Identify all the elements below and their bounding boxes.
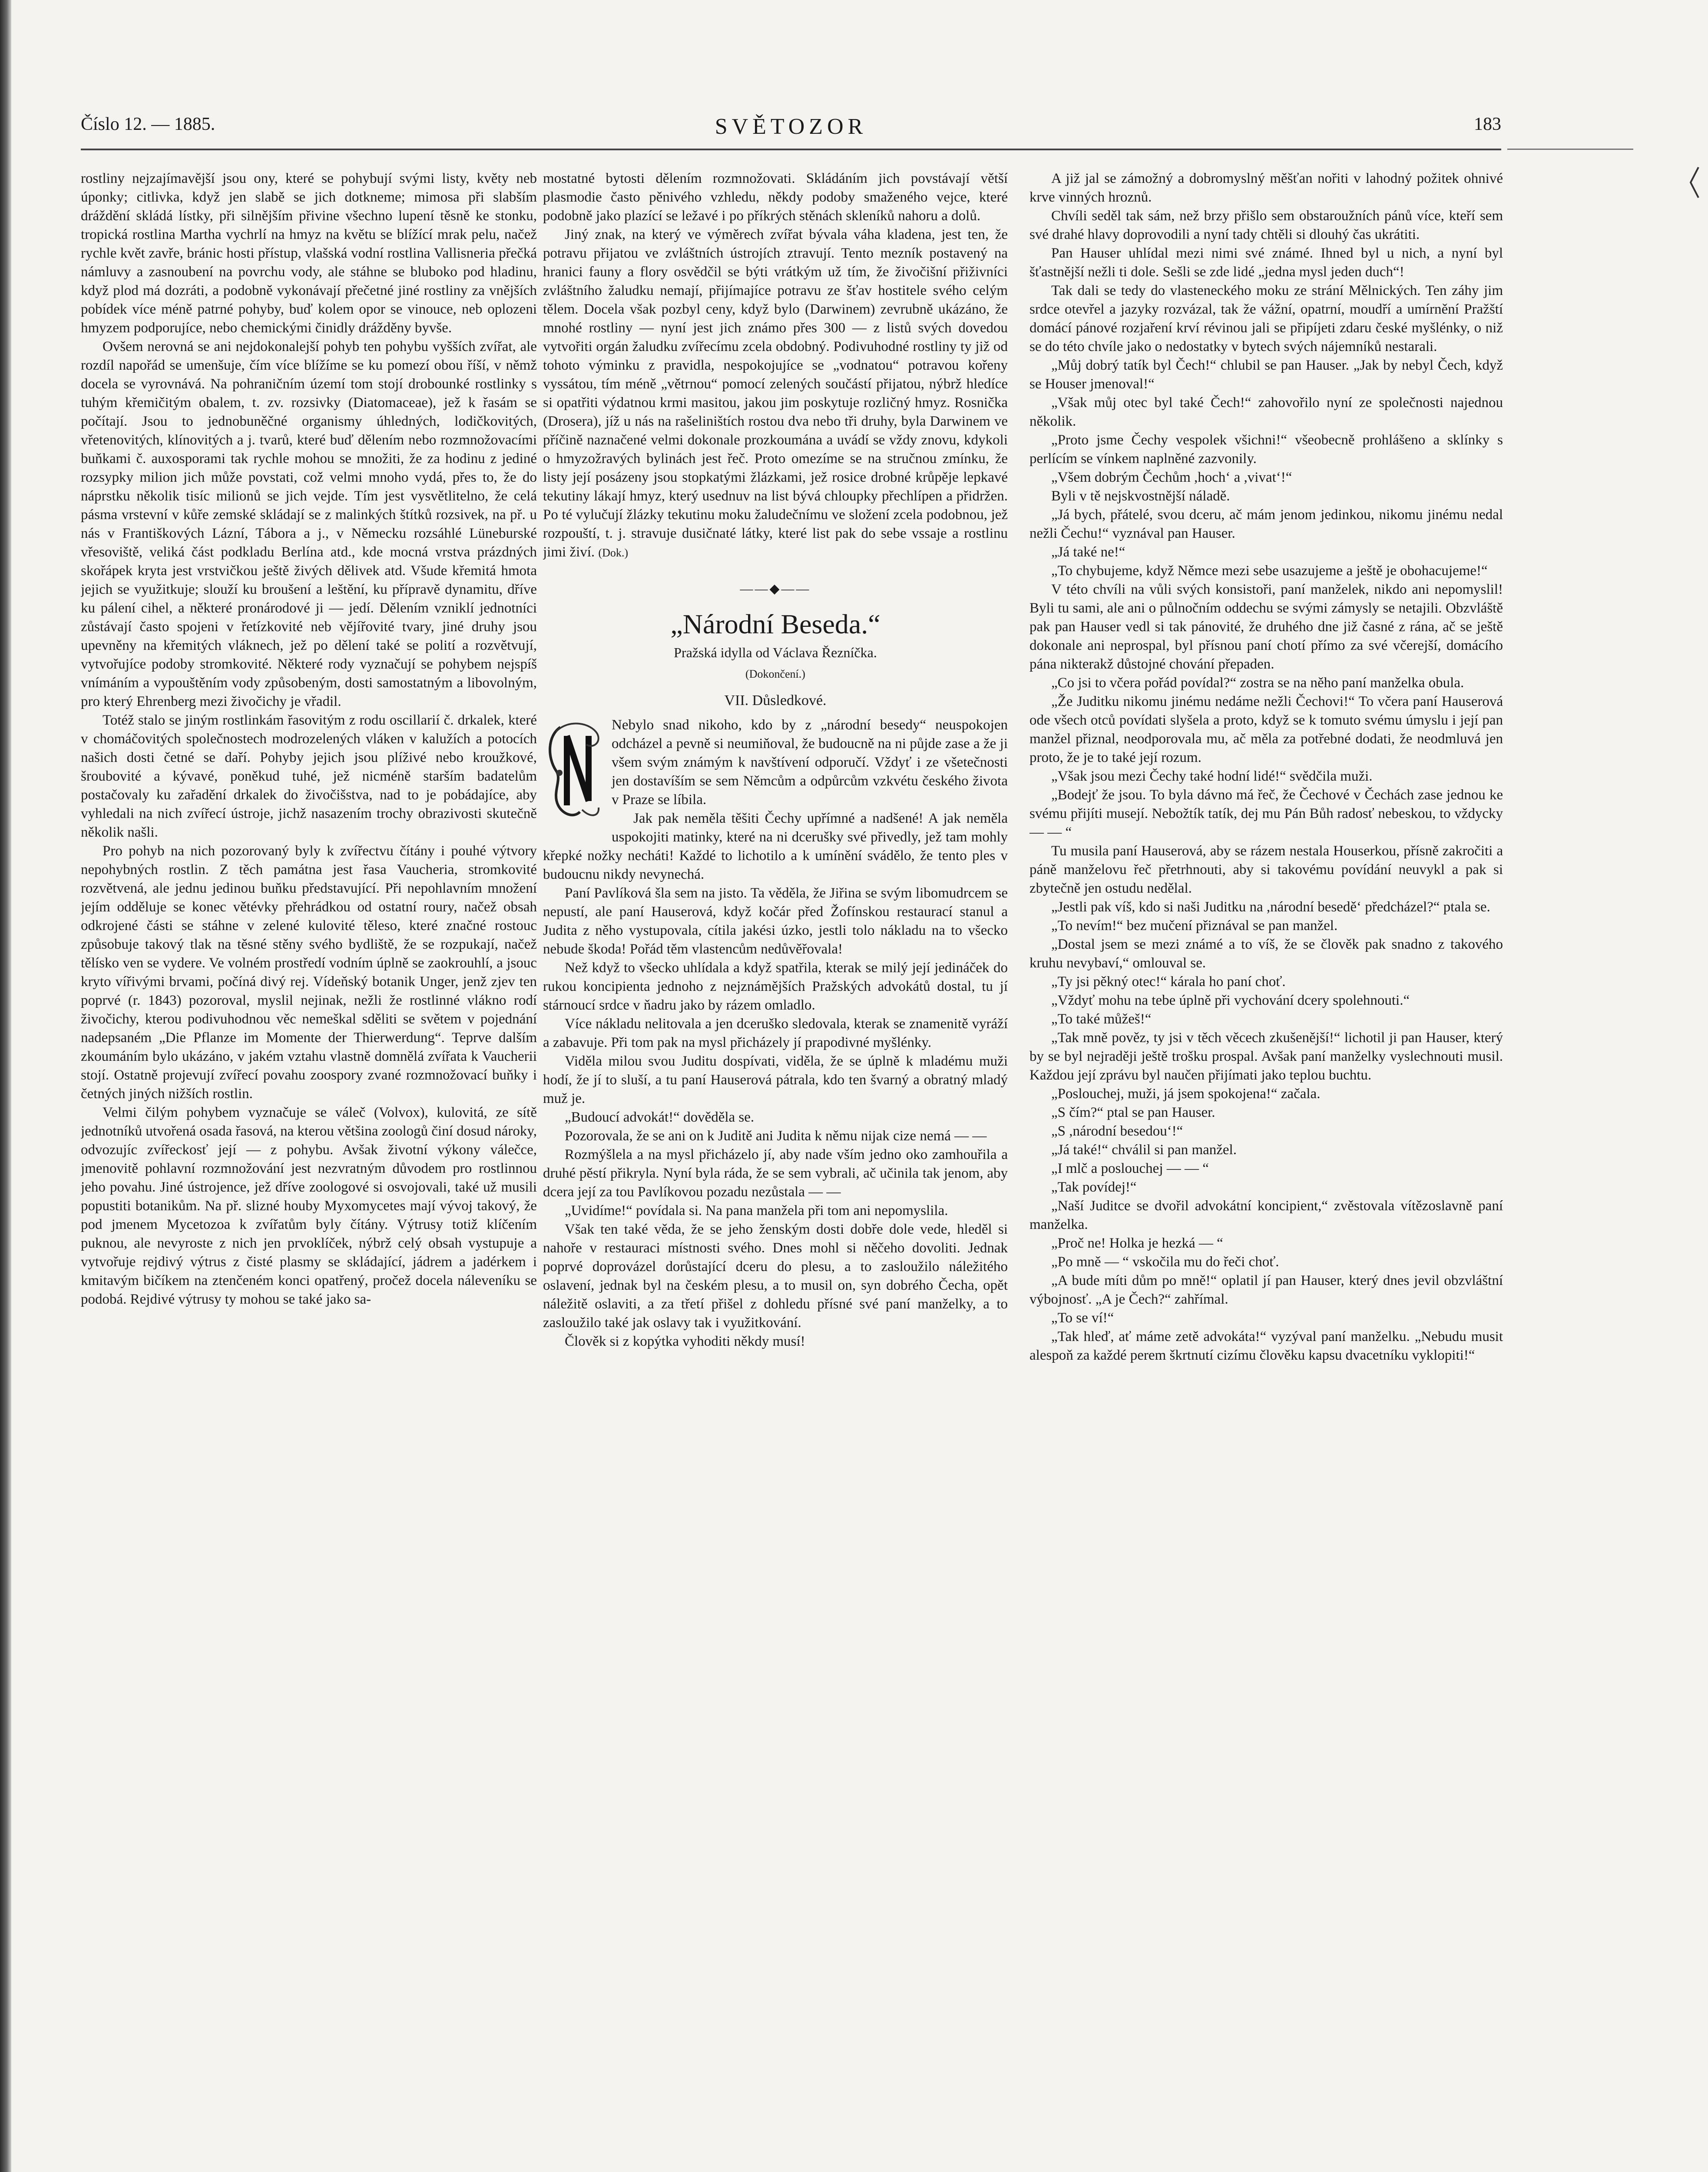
paragraph: „Však jsou mezi Čechy také hodní lidé!“ svědčila muži. <box>1051 768 1373 784</box>
paragraph: Nebylo snad nikoho, kdo by z „národní besedy“ neuspokojen odcházel a pevně si neumiňoval, že budoucně na ni půjde zase a že ji všem svým známým k navštívení odporučí. Vždyť i ze všetečnosti jen dostavíším se sem Němcům a odpůrcům vzkvétu českého života v Praze se líbila. <box>612 717 1008 808</box>
paragraph: „Po mně — “ vskočila mu do řeči choť. <box>1051 1254 1279 1270</box>
paragraph: „Budoucí advokát!“ dověděla se. <box>565 1109 755 1125</box>
paragraph: Rozmýšlela a na mysl přicházelo jí, aby nade vším jedno oko zamhouřila a druhé pěstí přikryla. Nyní byla ráda, že se sem vybrali, ač učinila tak jenom, aby dcera její za tou Pavlíkovou pozadu nezůstala — — <box>543 1147 1008 1200</box>
paragraph: A již jal se zámožný a dobromyslný měšťan nořiti v lahodný požitek ohnivé krve vinných hroznů. <box>1029 171 1503 205</box>
paragraph: „Naší Juditce se dvořil advokátní koncipient,“ zvěstovala vítězoslavně paní manželka. <box>1029 1198 1503 1232</box>
header-rule <box>81 149 1501 150</box>
paragraph: „Proč ne! Holka je hezká — “ <box>1051 1235 1223 1251</box>
article-title: „Národní Beseda.“ <box>670 609 880 639</box>
paragraph: „To nevím!“ bez mučení přiznával se pan manžel. <box>1051 918 1338 934</box>
paragraph: „S ,národní besedou‘!“ <box>1051 1123 1183 1139</box>
paragraph: „Ty jsi pěkný otec!“ kárala ho paní choť. <box>1051 974 1286 990</box>
paragraph: „Tak hleď, ať máme zetě advokáta!“ vyzýval paní manželku. „Nebudu musit alespoň za každé perem škrtnutí cizímu člověku kapsu dvacetníku vyklopiti!“ <box>1029 1329 1503 1363</box>
paragraph: „Dostal jsem se mezi známé a to víš, že se člověk pak snadno z takového kruhu nevybaví,“ omlouval se. <box>1029 937 1503 971</box>
paragraph: Ovšem nerovná se ani nejdokonalejší pohyb ten pohybu vyšších zvířat, ale rozdíl napořád se umenšuje, čím více blížíme se ku pomezí obou říší, v němž docela se vyrovnává. Na pohraničním území tom stojí drobounké rostlinky s tuhým křemičitým obalem, t. zv. rozsivky (Diatomaceae), jež k řasám se počítají. Jsou to jednobuněčné organismy úhledných, lodičkovitých, vřetenovitých, klínovitých a j. tvarů, které buď dělením nebo rozmnožovacími buňkami č. auxosporami tak rychle mohou se množiti, že za hodinu z jediné rozsypky milion jich může povstati, což velmi mnoho vydá, přes to, že do náprstku několik tisíc milionů se jich vejde. Tím jest vysvětlitelno, že celá pásma vrstevní v kůře zemské skládají se z malinkých štítků rozsivek, na př. u nás v Františkových Lázní, Tábora a j., v Německu rozsáhlé Lüneburské vřesoviště, veliká část podkladu Berlína atd., kde mocná vrstva prázdných skořápek kryta jest vrstvičkou ještě živých dělivek atd. Všude křemitá hmota jejich se využitkuje; slouží ku broušení a leštění, ku přípravě dynamitu, dříve ku pálení cihel, a některé pronárodové ji — jedí. Dělením vzniklí jednotníci zůstávají často spojeni v řetízkovité neb vějířovité tvary, jiné druhy jsou upevněny na křemitých vláknech, jež po dělení také se polití a rozvětvují, vytvořujíce podoby stromkovité. Některé rody vyznačují se pohybem nejspíš vnímáním a vypouštěním vody způsobeným, dosti samostatným a libovolným, pro který Ehrenberg mezi živočichy je vřadil. <box>81 339 537 709</box>
paragraph: Však ten také věda, že se jeho ženským dosti dobře dole vede, hleděl si nahoře v restauraci místnosti svého. Dnes mohl si něčeho dovoliti. Jednak poprvé doprovázel dorůstající dceru do plesu, a to zasloužilo náležitého oslavení, jednak byl na českém plesu, a to musil on, syn dobrého Čecha, opět náležitě oslaviti, a za třetí přišel z dohledu přísné své paní manželky, a to zasloužilo také jak oslavy tak i využitkování. <box>543 1222 1008 1331</box>
paragraph: mostatné bytosti dělením rozmnožovati. Skládáním jich povstávají větší plasmodie často pěnivého vzhledu, někdy podoby smaženého vejce, které podobně jako plazící se ležavé i po příkrých stěnách skleníků nahoru a dolů. <box>543 171 1008 224</box>
section-divider: ——◆—— <box>740 582 811 596</box>
continued-mark: (Dok.) <box>598 546 629 559</box>
paragraph: „A bude míti dům po mně!“ oplatil jí pan Hauser, který dnes jevil obzvláštní výbojnosť. „A je Čech?“ zahřímal. <box>1029 1273 1503 1307</box>
paragraph: „Všem dobrým Čechům ,hoch‘ a ,vivat‘!“ <box>1051 470 1292 485</box>
paragraph: „I mlč a poslouchej — — “ <box>1051 1161 1209 1176</box>
paragraph: Tu musila paní Hauserová, aby se rázem nestala Houserkou, přísně zakročiti a páně manželovu řeč přetrhnouti, aby si takovému povídání neuvykl a pak si zbytečně jen ostudu nedělal. <box>1029 843 1503 896</box>
paragraph: „Já také!“ chválil si pan manžel. <box>1051 1142 1237 1158</box>
paragraph: Totéž stalo se jiným rostlinkám řasovitým z rodu oscillarií č. drkalek, které v chomáčovitých společnostech modrozelených vláken v kalužích a potocích našich dosti četné se daří. Pohyby jejich jsou plíživé nebo kroužkové, šroubovité a kývavé, poněkud tuhé, jež nicméně starším badatelům postačovaly ku zařadění drkalek do živočišstva, nad to je pobádajíce, aby vyhledali na nich zvířecí ústroje, jichž nasazením trochy obrazivosti skutečně několik našli. <box>81 712 537 840</box>
book-spine-edge <box>0 0 11 2172</box>
paragraph: „Uvidíme!“ povídala si. Na pana manžela při tom ani nepomyslila. <box>565 1203 948 1218</box>
paragraph: Pan Hauser uhlídal mezi nimi své známé. Ihned byl u nich, a nyní byl šťastnější nežli ti dole. Sešli se zde lidé „jedna mysl jeden duch“! <box>1029 245 1503 280</box>
paragraph: Viděla milou svou Juditu dospívati, viděla, že se úplně k mladému muži hodí, že jí to sluší, a tu paní Hauserová pátrala, kdo ten švarný a obratný mladý muž je. <box>543 1053 1008 1106</box>
paragraph: „Můj dobrý tatík byl Čech!“ chlubil se pan Hauser. „Jak by nebyl Čech, když se Houser jmenoval!“ <box>1029 358 1503 392</box>
paragraph: rostliny nejzajímavější jsou ony, které se pohybují svými listy, květy neb úponky; citlivka, když jen slabě se jich dotkneme; mimosa při slabším dráždění skládá lístky, při silnějším přivine všechno lupení těsně ke stonku, tropická rostlina Martha vychrlí na hmyz na květu se blížící mrak pelu, načež rychle květ zavře, bránic hosti přístup, vlašská vodní rostlina Vallisneria přečká námluvy a zasnoubení na povrchu vody, ale stáhne se bluboko pod hladinu, když plod má dozráti, a podobně vykonávají přečetné jiné rostliny za vnějších pobídek více méně patrné pohyby, buď kolem opor se vinouce, neb oplozeni hmyzem podporujíce, nebo chemickými činidly drážděny byvše. <box>81 171 537 336</box>
paragraph: „Já bych, přátelé, svou dceru, ač mám jenom jedinkou, nikomu jinému nedal nežli Čechu!“ vyznával pan Hauser. <box>1029 507 1503 541</box>
paragraph: „Že Juditku nikomu jinému nedáme nežli Čechovi!“ To včera paní Hauserová ode všech otců povídati slyšela a proto, když se k tomuto svému úmyslu i její pan manžel přiznal, neodporovala mu, ač měla za potřebné dodati, že neodmluvá jen proto, že je to také její rozum. <box>1029 694 1503 765</box>
paragraph: „Však můj otec byl také Čech!“ zahovořilo nyní ze společnosti najednou několik. <box>1029 395 1503 429</box>
chapter-heading: VII. Důsledkové. <box>724 692 827 709</box>
paragraph: Velmi čilým pohybem vyznačuje se váleč (Volvox), kulovitá, ze sítě jednotníků utvořená osada řasová, na kterou většina zoologů činí dosud nároky, odvozujíc zvířeckosť její — z pohybu. Avšak životní výkony válečce, jmenovitě pohlavní rozmnožování jest nezvratným důvodem pro rostlinnou jeho povahu. Jiné ústrojence, jež dříve zoologové si osvojovali, také už musili popustiti botanikům. Na př. slizné houby Myxomycetes mají vývoj takový, že pod jmenem Mycetozoa k zvířatům byly čítány. Výtrusy totiž klíčením puknou, ale nevyroste z nich jen prvoklíček, nýbrž celý obsah vystupuje a vytvořuje rejdivý výtrus z čisté plasmy se skládající, jádrem a jadérkem i kmitavým bičíkem na ztenčeném konci opatřený, pročež docela náleveníku se podobá. Rejdivé výtrusy ty mohou se také jako sa- <box>81 1105 537 1307</box>
paragraph: Byli v tě nejskvostnější náladě. <box>1051 488 1230 504</box>
paragraph: Člověk si z kopýtka vyhoditi někdy musí! <box>565 1334 805 1349</box>
ornamental-initial-n <box>543 718 604 827</box>
paragraph: Pro pohyb na nich pozorovaný byly k zvířectvu čítány i pouhé výtvory nepohybných rostlin. Z těch památna jest řasa Vaucheria, stromkovité rozvětvená, ale jednu jedinou buňku představující. Při nepohlavním množení jejím odděluje se konec větévky přehrádkou od ostatní roury, načež obsah odkrojené části se stáhne v zelené kulovité těleso, které značné rostouc způsobuje takový tlak na těsné stěny svého bydliště, že se rozpukají, načež tělísko ven se vydere. Ve volném prostředí vodním úplně se zaokrouhlí, a jsouc kryto vířivými brvami, počíná divý rej. Vídeňský botanik Unger, jenž zjev ten poprvé (r. 1843) pozoroval, myslil nejinak, nežli že rostlinné vlákno rodí živočichy, kterou podivuhodnou věc nemeškal sděliti se světem v pojednání nadepsaném „Die Pflanze im Momente der Thierwerdung“. Teprve dalším zkoumáním bylo ukázáno, v jakém vztahu vlastně domnělá zvířata k Vaucherii stojí. Ostatně projevují zvířecí povahu zoospory zvané rozmnožovací buňky i četných jiných nižších rostlin. <box>81 843 537 1102</box>
column-left <box>81 169 537 2124</box>
page-number: 183 <box>1474 114 1501 134</box>
paragraph: „To také můžeš!“ <box>1051 1011 1152 1027</box>
page-edge-mark <box>1685 165 1703 200</box>
paragraph: „Bodejť že jsou. To byla dávno má řeč, že Čechové v Čechách zase jednou ke svému přijíti musejí. Nebožtík tatík, dej mu Pán Bůh radosť nebeskou, to vždycky — — “ <box>1029 787 1503 840</box>
paragraph: „S čím?“ ptal se pan Hauser. <box>1051 1105 1215 1120</box>
paragraph: Pozorovala, že se ani on k Juditě ani Judita k němu nijak cize nemá — — <box>565 1128 987 1144</box>
column-rule <box>1507 149 1633 150</box>
paragraph: Než když to všecko uhlídala a když spatřila, kterak se milý její jedináček do rukou koncipienta jednoho z nejznámějších Pražských advokátů dostal, tu jí stárnoucí srdce v ňadru jako by rázem omladlo. <box>543 960 1008 1013</box>
paragraph: Tak dali se tedy do vlasteneckého moku ze strání Mělnických. Ten záhy jim srdce otevřel a jazyky rozvázal, tak že vážní, opatrní, moudří a umírnění Pražští domácí pánové rozjaření krví révinou jali se připíjeti zdaru české myšlénky, o niž se do této chvíle jako o nedostatky v bytech svých nájemníků nestarali. <box>1029 283 1503 354</box>
paragraph: V této chvíli na vůli svých konsistoři, paní manželek, nikdo ani nepomyslil! Byli tu sami, ale ani o půlnočním oddechu se svými zámysly se netajili. Obzvláště pak pan Hauser vedl si tak pánovité, že druhého dne již časné z rána, ač se ještě dokonale ani neprospal, byl přísnou paní chotí přímo za své včerejší, domácího pána nikterakž důstojné chování přepaden. <box>1029 582 1503 672</box>
issue-label: Číslo 12. — 1885. <box>81 114 215 134</box>
paragraph: Více nákladu nelitovala a jen dceruško sledovala, kterak se znamenitě vyráží a zabavuje. Při tom pak na mysl přicházely jí prapodivné myšlénky. <box>543 1016 1008 1050</box>
paragraph: „Proto jsme Čechy vespolek všichni!“ všeobecně prohlášeno a sklínky s perlícím se vínkem naplněné zazvonily. <box>1029 432 1503 467</box>
article-subtitle: Pražská idylla od Václava Řezníčka. <box>674 645 877 660</box>
paragraph: Chvíli seděl tak sám, než brzy přišlo sem obstaroužních pánů více, kteří sem své drahé hlavy doprovodili a nyní tady chtěli si dlouhý čas ukrátiti. <box>1029 208 1503 242</box>
paragraph: „To se ví!“ <box>1051 1310 1114 1326</box>
paragraph: „Poslouchej, muži, já jsem spokojena!“ začala. <box>1051 1086 1321 1102</box>
paragraph: „Tak mně pověz, ty jsi v těch věcech zkušenější!“ lichotil ji pan Hauser, který by se byl nejraději ještě trošku prospal. Avšak paní manželky vyslechnouti musil. Každou její zprávu byl naučen přijímati jako teplou buchtu. <box>1029 1030 1503 1083</box>
paragraph: Jak pak neměla těšiti Čechy upřímné a nadšené! A jak neměla uspokojiti matinky, které na ni dcerušky své přivedly, jež tam mohly křepké nožky necháti! Každé to lichotilo a k umínění svádělo, že tento ples v budoucnu nikdy nevynechá. <box>543 811 1008 882</box>
paragraph: „Jestli pak víš, kdo si naši Juditku na ,národní besedě‘ předcházel?“ ptala se. <box>1051 899 1490 915</box>
page-header <box>81 114 1501 140</box>
paragraph <box>543 225 1008 562</box>
column-middle <box>543 169 1008 2124</box>
column-right <box>1029 169 1503 2124</box>
paragraph: „Já také ne!“ <box>1051 544 1125 560</box>
paragraph: „Co jsi to včera pořád povídal?“ zostra se na něho paní manželka obula. <box>1051 675 1464 691</box>
paragraph-text: Jiný znak, na který ve výměrech zvířat bývala váha kladena, jest ten, že potravu přijatou ve zvláštních ústrojích ztravují. Tento mezník postavený na hranici fauny a flory osvědčil se býti vrátkým už tím, že živočišní přiživníci zvláštního žaludku nemají, přijímajíce potravu ze šťav hostitele svého celým tělem. Docela však pozbyl ceny, když bylo (Darwinem) zevrubně ukázáno, že mnohé rostliny — nyní jest jich známo přes 300 — z listů svých dovedou vytvořiti orgán žaludku zvířecímu zcela obdobný. Podivuhodné rostliny ty již od tohoto výminku z pravidla, nespokojujíce se „vodnatou“ potravou kořeny vyssátou, tím méně „větrnou“ pomocí zelených součástí přijatou, nýbrž hledíce si opatřiti výdatnou krmi masitou, jakou jim poskytuje rozličný hmyz. Rosnička (Drosera), jíž u nás na rašeliništích rostou dva nebo tři druhy, byla Darwinem ve příčině naznačené velmi dokonale prozkoumána a uvádí se vždy znovu, kdykoli o hmyzožravých bylinách jest řeč. Proto omezíme se na stručnou zmínku, že listy její posázeny jsou stopkatými žlázkami, jež rosice drobné krůpěje lepkavé tekutiny lákají hmyz, který usednuv na list bývá chloupky přechlípen a přidržen. Po té vylučují žlázky tekutinu moku žaludečnímu ve složení zcela podobnou, jež rozpouští, t. j. stravuje dusičnaté látky, které list pak do sebe vssaje a rostlinu jimi živí. <box>543 227 1008 560</box>
paragraph: „Vždyť mohu na tebe úplně při vychování dcery spolehnouti.“ <box>1051 993 1410 1008</box>
paragraph: „To chybujeme, když Němce mezi sebe usazujeme a ještě je obohacujeme!“ <box>1051 563 1488 579</box>
paragraph: „Tak povídej!“ <box>1051 1179 1137 1195</box>
journal-title: SVĚTOZOR <box>715 114 867 139</box>
article-note: (Dokončení.) <box>745 668 805 680</box>
paragraph: Paní Pavlíková šla sem na jisto. Ta věděla, že Jiřina se svým libomudrcem se nepustí, ale paní Hauserová, když kočár před Žofínskou restaurací stanul a Judita z něho vystupovala, cítila jakési úzko, jestli tolo nákladu na to všecko nebude škoda! Pořád těm vlastencům nedůvěřovala! <box>543 885 1008 957</box>
